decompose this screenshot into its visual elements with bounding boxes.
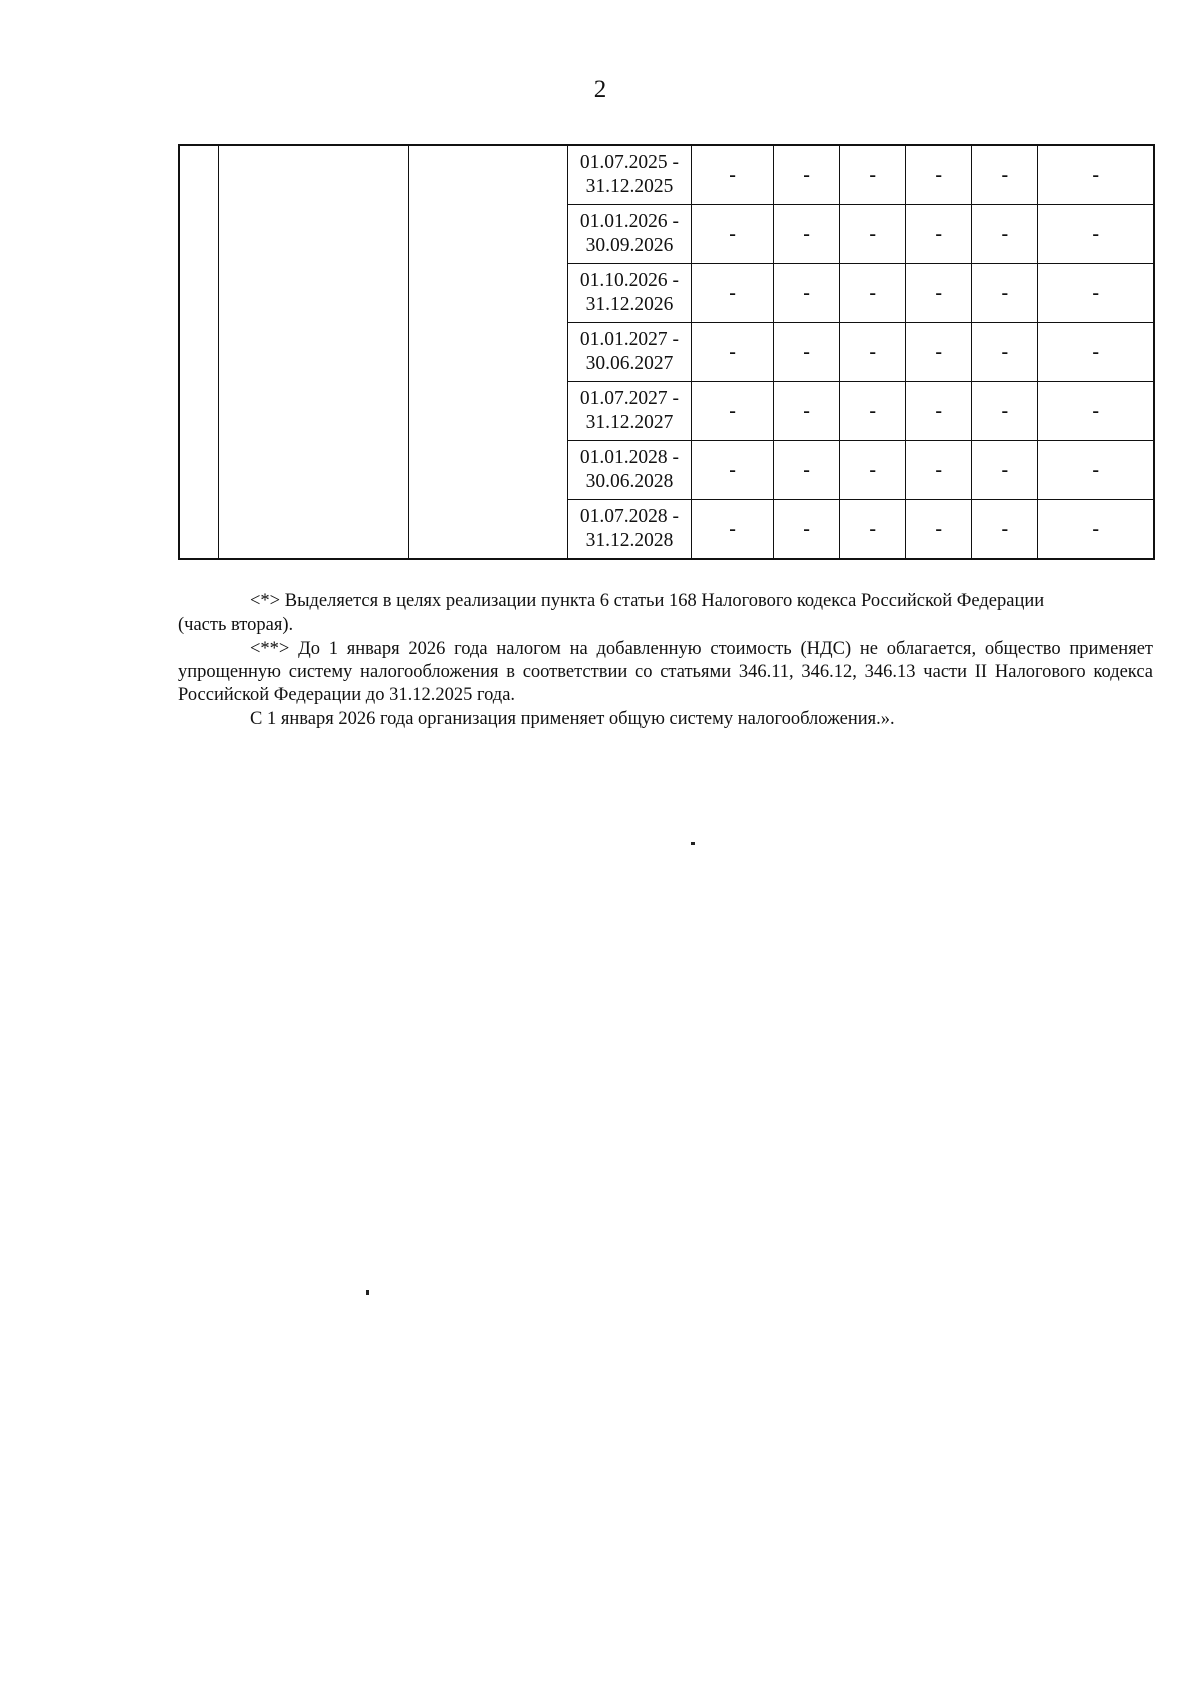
value-cell: -: [1038, 500, 1154, 560]
scan-mark: [691, 842, 695, 845]
period-cell: [567, 205, 691, 264]
footnote-1-continuation: (часть вторая).: [178, 615, 294, 635]
value-cell: -: [774, 323, 840, 382]
value-cell: -: [906, 205, 972, 264]
value-cell: -: [972, 382, 1038, 441]
footnotes: [178, 590, 1153, 731]
period-end: 30.06.2028: [585, 471, 674, 492]
value-cell: -: [774, 205, 840, 264]
value-cell: -: [906, 145, 972, 205]
period-cell: [567, 264, 691, 323]
value-cell: -: [1038, 382, 1154, 441]
value-cell: -: [972, 145, 1038, 205]
value-cell: -: [972, 264, 1038, 323]
value-cell: -: [692, 264, 774, 323]
footnote-1: <*> Выделяется в целях реализации пункта 6 статьи 168 Налогового кодекса Российской Федерации: [250, 591, 1045, 611]
period-start: 01.07.2028 -: [579, 506, 679, 527]
value-cell: -: [840, 382, 906, 441]
value-cell: -: [840, 205, 906, 264]
value-cell: -: [840, 500, 906, 560]
col-desc-cell: [408, 145, 567, 559]
value-cell: -: [972, 323, 1038, 382]
footnote-3: С 1 января 2026 года организация применяет общую систему налогообложения.».: [250, 709, 895, 729]
value-cell: -: [840, 145, 906, 205]
col-name-cell: [218, 145, 408, 559]
period-start: 01.10.2026 -: [579, 270, 679, 291]
value-cell: -: [1038, 145, 1154, 205]
value-cell: -: [774, 500, 840, 560]
table-body: [179, 145, 1154, 559]
period-end: 31.12.2027: [585, 412, 674, 433]
value-cell: -: [774, 145, 840, 205]
period-end: 30.06.2027: [585, 353, 674, 374]
period-start: 01.01.2027 -: [579, 329, 679, 350]
value-cell: -: [906, 382, 972, 441]
value-cell: -: [840, 264, 906, 323]
value-cell: -: [972, 205, 1038, 264]
period-end: 31.12.2026: [585, 294, 674, 315]
value-cell: -: [972, 500, 1038, 560]
period-cell: [567, 500, 691, 560]
col-num-cell: [179, 145, 218, 559]
value-cell: -: [774, 382, 840, 441]
period-end: 31.12.2028: [585, 530, 674, 551]
value-cell: -: [1038, 264, 1154, 323]
value-cell: -: [692, 441, 774, 500]
period-end: 30.09.2026: [585, 235, 674, 256]
value-cell: -: [692, 500, 774, 560]
period-start: 01.07.2025 -: [579, 152, 679, 173]
value-cell: -: [840, 441, 906, 500]
scan-mark: [366, 1290, 369, 1295]
value-cell: -: [692, 323, 774, 382]
value-cell: -: [906, 323, 972, 382]
value-cell: -: [840, 323, 906, 382]
value-cell: -: [774, 441, 840, 500]
period-cell: [567, 441, 691, 500]
value-cell: -: [774, 264, 840, 323]
value-cell: -: [906, 500, 972, 560]
value-cell: -: [906, 441, 972, 500]
value-cell: -: [972, 441, 1038, 500]
value-cell: -: [1038, 441, 1154, 500]
value-cell: -: [692, 205, 774, 264]
value-cell: -: [692, 145, 774, 205]
value-cell: -: [906, 264, 972, 323]
period-cell: [567, 382, 691, 441]
page-number: 2: [593, 76, 607, 103]
value-cell: -: [1038, 323, 1154, 382]
period-start: 01.01.2028 -: [579, 447, 679, 468]
period-cell: [567, 323, 691, 382]
period-cell: [567, 145, 691, 205]
value-cell: -: [1038, 205, 1154, 264]
footnote-2: <**> До 1 января 2026 года налогом на добавленную стоимость (НДС) не облагается, общество применяет упрощенную систему налогообложения в соответствии со статьями 346.11, 346.12, 346.13 части II Налогового кодекса Российской Федерации до 31.12.2025 года.: [178, 639, 1153, 705]
tariff-table: [178, 144, 1155, 560]
period-start: 01.01.2026 -: [579, 211, 679, 232]
value-cell: -: [692, 382, 774, 441]
table-row: [179, 145, 1154, 205]
period-start: 01.07.2027 -: [579, 388, 679, 409]
period-end: 31.12.2025: [585, 176, 674, 197]
